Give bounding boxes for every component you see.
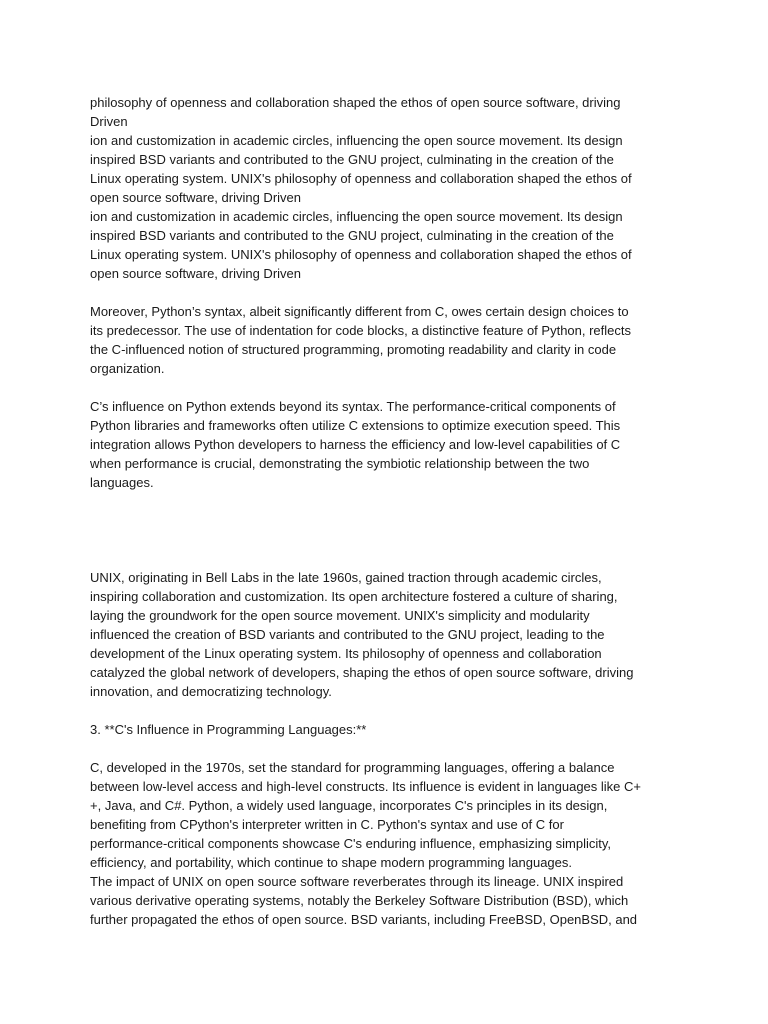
text-line: various derivative operating systems, notably the Berkeley Software Distribution (BSD), which <box>90 893 629 908</box>
paragraph-spacer <box>90 739 680 758</box>
text-line: benefiting from CPython's interpreter written in C. Python's syntax and use of C for <box>90 817 564 832</box>
text-line: between low-level access and high-level constructs. Its influence is evident in languages like C+ <box>90 779 641 794</box>
text-line: UNIX, originating in Bell Labs in the late 1960s, gained traction through academic circles, <box>90 570 602 585</box>
text-line: The impact of UNIX on open source software reverberates through its lineage. UNIX inspired <box>90 874 624 889</box>
paragraph-spacer <box>90 701 680 720</box>
paragraph-2 <box>90 302 680 378</box>
text-line: organization. <box>90 361 165 376</box>
paragraph-spacer <box>90 378 680 397</box>
text-line: ion and customization in academic circles, influencing the open source movement. Its design <box>90 209 623 224</box>
paragraph-5 <box>90 758 680 929</box>
text-line: Moreover, Python’s syntax, albeit significantly different from C, owes certain design choices to <box>90 304 629 319</box>
text-line: philosophy of openness and collaboration shaped the ethos of open source software, driving <box>90 95 621 110</box>
text-line: laying the groundwork for the open source movement. UNIX's simplicity and modularity <box>90 608 590 623</box>
text-line: the C-influenced notion of structured programming, promoting readability and clarity in code <box>90 342 617 357</box>
text-line: when performance is crucial, demonstrating the symbiotic relationship between the two <box>90 456 590 471</box>
text-line: ion and customization in academic circles, influencing the open source movement. Its design <box>90 133 623 148</box>
paragraph-1 <box>90 93 680 283</box>
text-line: inspired BSD variants and contributed to the GNU project, culminating in the creation of the <box>90 228 614 243</box>
text-line: Python libraries and frameworks often utilize C extensions to optimize execution speed. This <box>90 418 621 433</box>
section-spacer <box>90 492 680 568</box>
paragraph-spacer <box>90 283 680 302</box>
text-line: its predecessor. The use of indentation for code blocks, a distinctive feature of Python, reflects <box>90 323 632 338</box>
text-line: open source software, driving Driven <box>90 266 301 281</box>
text-line: development of the Linux operating system. Its philosophy of openness and collaboration <box>90 646 602 661</box>
paragraph-4 <box>90 568 680 701</box>
text-line: catalyzed the global network of developers, shaping the ethos of open source software, driving <box>90 665 634 680</box>
text-line: innovation, and democratizing technology. <box>90 684 332 699</box>
text-line: inspired BSD variants and contributed to the GNU project, culminating in the creation of the <box>90 152 614 167</box>
text-line: inspiring collaboration and customization. Its open architecture fostered a culture of sharing, <box>90 589 618 604</box>
text-line: integration allows Python developers to harness the efficiency and low-level capabilities of C <box>90 437 621 452</box>
heading-line: 3. **C's Influence in Programming Languages:** <box>90 722 367 737</box>
text-line: Linux operating system. UNIX's philosophy of openness and collaboration shaped the ethos of <box>90 247 632 262</box>
document-page <box>90 93 680 929</box>
text-line: Linux operating system. UNIX's philosophy of openness and collaboration shaped the ethos of <box>90 171 632 186</box>
text-line: open source software, driving Driven <box>90 190 301 205</box>
text-line: C, developed in the 1970s, set the standard for programming languages, offering a balance <box>90 760 615 775</box>
text-line: influenced the creation of BSD variants and contributed to the GNU project, leading to the <box>90 627 605 642</box>
text-line: further propagated the ethos of open source. BSD variants, including FreeBSD, OpenBSD, and <box>90 912 638 927</box>
text-line: +, Java, and C#. Python, a widely used language, incorporates C's principles in its design, <box>90 798 608 813</box>
text-line: Driven <box>90 114 128 129</box>
text-line: efficiency, and portability, which continue to shape modern programming languages. <box>90 855 573 870</box>
paragraph-3 <box>90 397 680 492</box>
text-line: C’s influence on Python extends beyond its syntax. The performance-critical components of <box>90 399 616 414</box>
text-line: performance-critical components showcase C's enduring influence, emphasizing simplicity, <box>90 836 612 851</box>
text-line: languages. <box>90 475 154 490</box>
section-heading <box>90 720 680 739</box>
